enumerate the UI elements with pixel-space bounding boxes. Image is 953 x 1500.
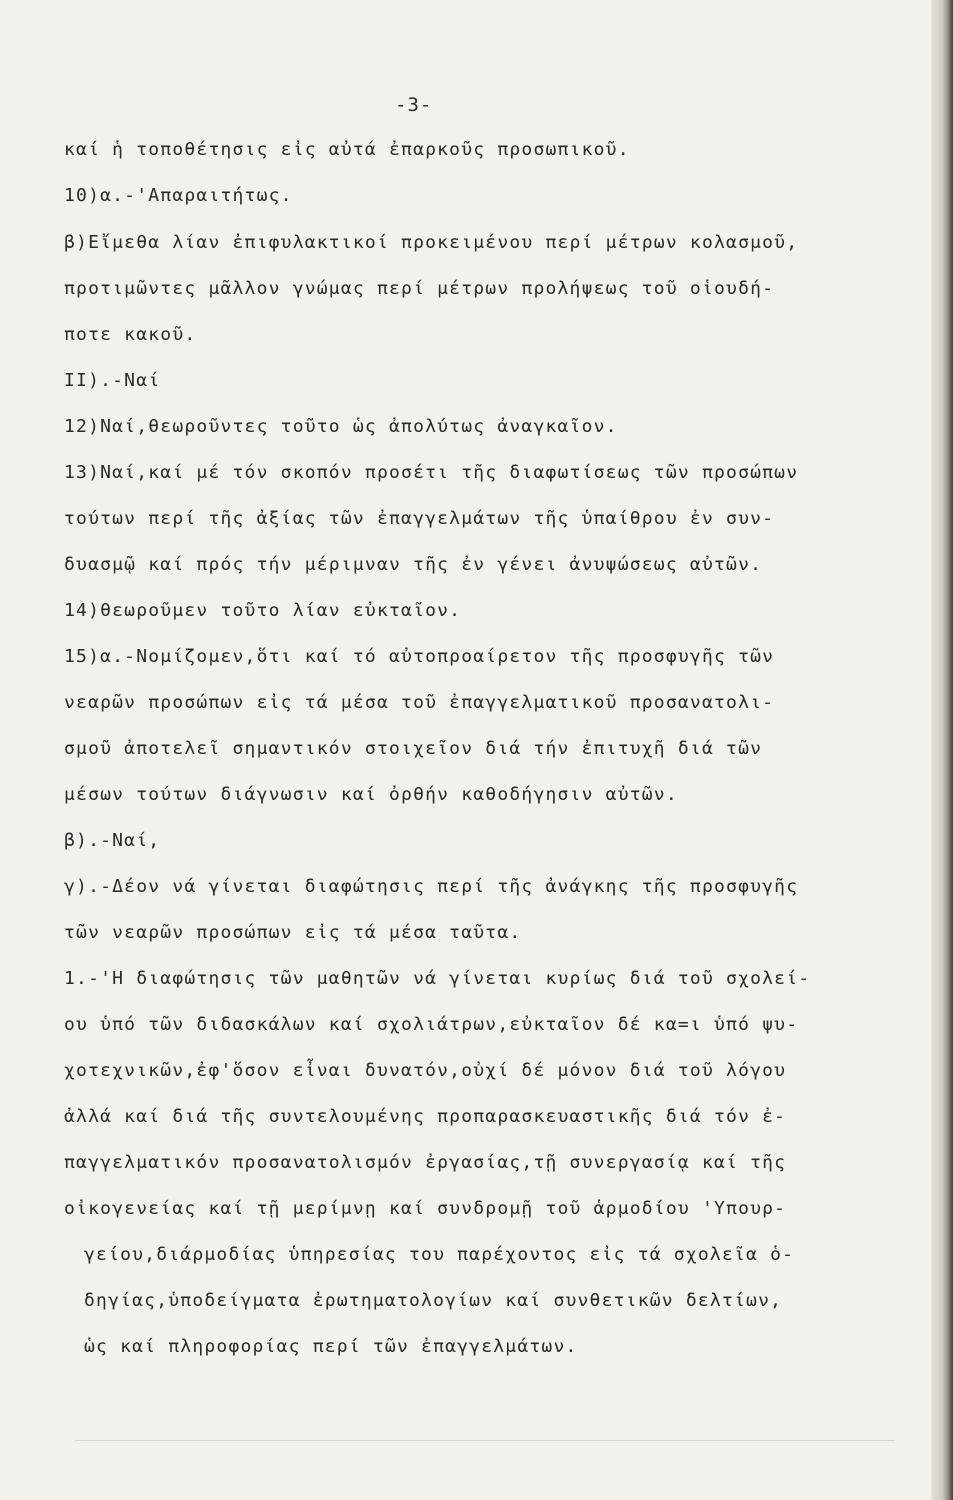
text-line: σμοῦ ἀποτελεῖ σημαντικόν στοιχεῖον διά τήν ἐπιτυχῆ διά τῶν [64,738,763,759]
text-line: δυασμῷ καί πρός τήν μέριμναν τῆς ἐν γένει ἀνυψώσεως αὐτῶν. [64,554,763,575]
text-line: δηγίας,ὑποδείγματα ἐρωτηματολογίων καί συνθετικῶν δελτίων, [84,1290,783,1311]
text-line: γείου,διάρμοδίας ὑπηρεσίας του παρέχοντος εἰς τά σχολεῖα ὁ- [84,1244,795,1265]
text-line: 14)θεωροῦμεν τοῦτο λίαν εὐκταῖον. [64,600,462,621]
text-line: ποτε κακοῦ. [64,324,197,345]
text-line: προτιμῶντες μᾶλλον γνώμας περί μέτρων προλήψεως τοῦ οἱουδή- [64,278,775,299]
text-line: 1.-'Η διαφώτησις τῶν μαθητῶν νά γίνεται κυρίως διά τοῦ σχολεί- [64,968,811,989]
text-line: νεαρῶν προσώπων εἰς τά μέσα τοῦ ἐπαγγελματικοῦ προσανατολι- [64,692,775,713]
scanned-page-edge [931,0,953,1500]
text-line: 13)Ναί,καί μέ τόν σκοπόν προσέτι τῆς διαφωτίσεως τῶν προσώπων [64,462,799,483]
text-line: 12)Ναί,θεωροῦντες τοῦτο ὡς ἀπολύτως ἀναγκαῖον. [64,416,618,437]
text-line: β).-Ναί, [64,830,161,851]
text-line: καί ἡ τοποθέτησις εἰς αὐτά ἐπαρκοῦς προσωπικοῦ. [64,139,630,160]
text-line: τούτων περί τῆς ἀξίας τῶν ἐπαγγελμάτων τῆς ὑπαίθρου ἐν συν- [64,508,775,529]
text-line: γ).-Δέον νά γίνεται διαφώτησις περί τῆς ἀνάγκης τῆς προσφυγῆς [64,876,799,897]
text-line: χοτεχνικῶν,ἐφ'ὅσον εἶναι δυνατόν,οὐχί δέ μόνον διά τοῦ λόγου [64,1060,787,1081]
text-line: ὡς καί πληροφορίας περί τῶν ἐπαγγελμάτων. [84,1336,578,1357]
text-line: II).-Ναί [64,370,161,391]
text-line: μέσων τούτων διάγνωσιν καί ὀρθήν καθοδήγησιν αὐτῶν. [64,784,678,805]
text-line: τῶν νεαρῶν προσώπων εἰς τά μέσα ταῦτα. [64,922,522,943]
text-line: οἰκογενείας καί τῇ μερίμνῃ καί συνδρομῇ τοῦ ἁρμοδίου 'Υπουρ- [64,1198,787,1219]
text-line: παγγελματικόν προσανατολισμόν ἐργασίας,τῇ συνεργασίᾳ καί τῆς [64,1152,787,1173]
text-line: 15)α.-Νομίζομεν,ὅτι καί τό αὐτοπροαίρετον τῆς προσφυγῆς τῶν [64,646,775,667]
text-line: ἀλλά καί διά τῆς συντελουμένης προπαρασκευαστικῆς διά τόν ἐ- [64,1106,787,1127]
text-line: β)Εἴμεθα λίαν ἐπιφυλακτικοί προκειμένου περί μέτρων κολασμοῦ, [64,232,799,253]
bottom-rule [75,1440,895,1441]
page-number: -3- [395,94,433,116]
text-line: ου ὑπό τῶν διδασκάλων καί σχολιάτρων,εὐκταῖον δέ κα=ι ὑπό ψυ- [64,1014,799,1035]
text-line: 10)α.-'Απαραιτήτως. [64,185,293,206]
